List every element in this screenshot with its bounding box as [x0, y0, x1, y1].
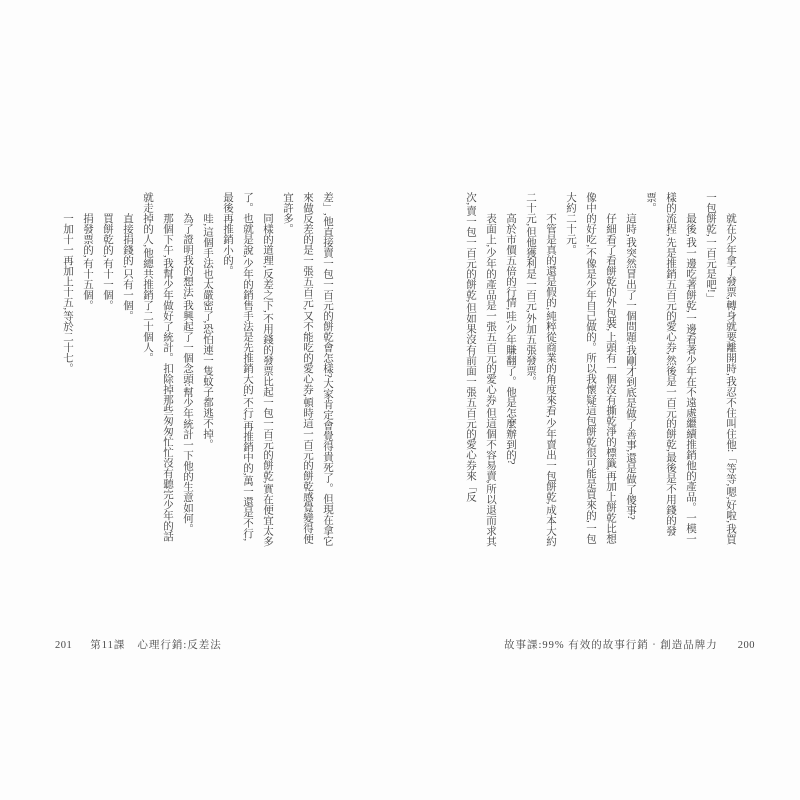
right-page-footer — [504, 637, 755, 652]
paragraph: 直接捐錢的,只有一個。 — [122, 213, 133, 321]
paragraph: 不管是真的還是假的,純粹從商業的角度來看,少年賣出一包餅乾,成本大約二十元,但他獲利是一百元,外加五張發票。 — [525, 192, 556, 547]
paragraph: 一加十一再加上十五,等於二十七。 — [62, 213, 73, 374]
footer-chapter-title: 心理行銷:反差法 — [137, 640, 222, 651]
footer-book-title: 故事課:99% 有效的故事行銷‧創造品牌力 — [503, 640, 718, 651]
left-page-footer — [55, 637, 222, 652]
paragraph: 高於市價五倍的行情,哇,少年賺翻了。他是怎麼辦到的? — [505, 213, 516, 465]
page-number-right: 200 — [737, 640, 755, 651]
paragraph: 仔細看了看餅乾的外包裝,上頭有一個沒有撕乾淨的標籤,再加上餅乾比想像中的好吃,不像是少年自己做的。所以我懷疑這包餅乾很可能是買來的,一包大約二十元。 — [565, 192, 616, 544]
paragraph: 最後,我一邊吃著餅乾,一邊看著少年在不遠處繼續推銷他的產品。一模一樣的流程,先是推銷五百元的愛心券,然後是一百元的餅乾,最後是不用錢的發票。 — [645, 192, 696, 544]
paragraph: 就在少年拿了發票,轉身就要離開時,我忍不住叫住他:「等等,嗯,好啦,我買一包餅乾,一百元是吧!」 — [705, 192, 736, 545]
footer-chapter-label: 第11課 — [90, 640, 126, 651]
paragraph: 哇,這個手法也太嚴密了,恐怕連一隻蚊子都逃不掉。 — [202, 213, 213, 450]
paragraph: 表面上,少年的產品是一張五百元的愛心券,但這個不容易賣,所以退而求其次,賣一包一百元的餅乾,但如果沒有前面一張五百元的愛心券來「反 — [465, 192, 496, 547]
paragraph: 差」,他直接賣一包一百元的餅乾會怎樣?大家肯定會覺得貴死了。但現在拿它來做反差的是一張五百元,又不能吃的愛心券,頓時這一百元的餅乾感覺變得便宜許多。 — [282, 192, 333, 546]
paragraph: 同樣的道理,反差之下,不用錢的發票比起一包一百元的餅乾,實在便宜太多了。也就是說,少年的銷售手法是先推銷大的,不行,再推銷中的,萬一還是不行,最後再推銷小的。 — [222, 192, 273, 547]
paragraph: 買餅乾的,有十一個。 — [102, 213, 113, 311]
paragraph: 為了證明我的想法,我興起了一個念頭:幫少年統計一下他的生意如何。 — [182, 213, 193, 534]
paragraph: 那個下午,我幫少年做好了統計。扣除掉那些匆匆忙忙沒有聽完少年的話就走掉的人,他總共推銷了二十個人。 — [142, 192, 173, 542]
left-page-text — [57, 192, 337, 549]
right-page-text — [460, 192, 740, 549]
paragraph: 捐發票的,有十五個。 — [82, 213, 93, 311]
paragraph: 這時,我突然冒出了一個問題:我剛才到底是做了善事,還是做了傻事? — [625, 213, 636, 520]
page-number-left: 201 — [55, 640, 73, 651]
